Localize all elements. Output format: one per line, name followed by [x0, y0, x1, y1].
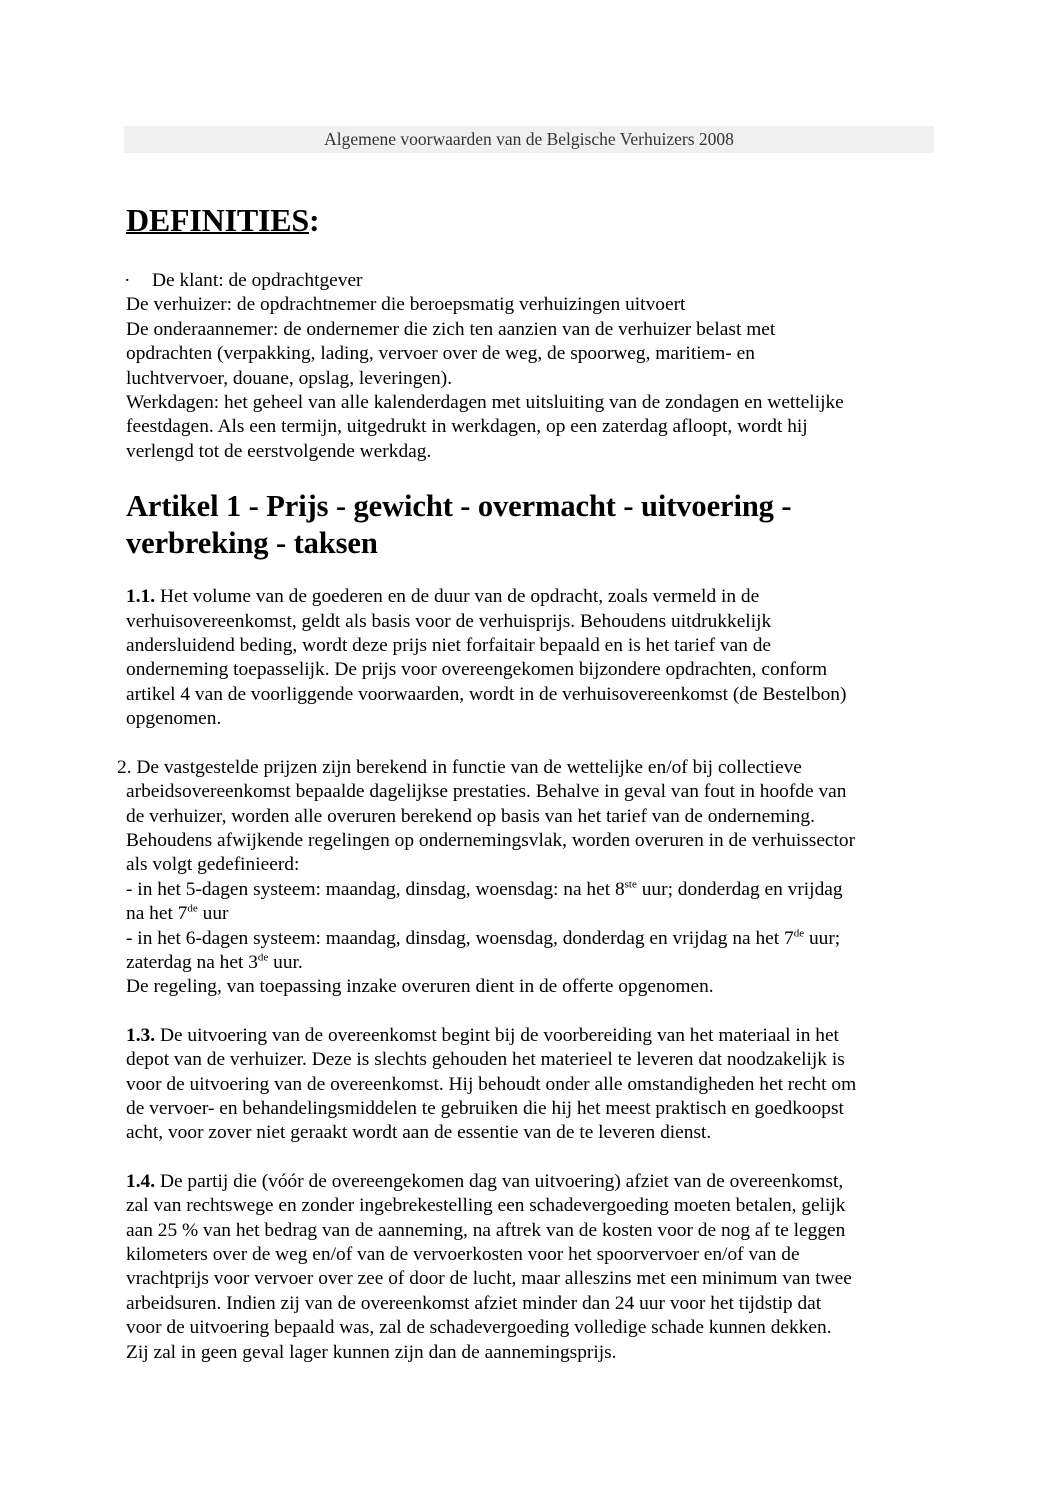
section-text: acht, voor zover niet geraakt wordt aan de essentie van de te leveren dienst. [126, 1122, 712, 1144]
section-text [126, 902, 936, 926]
definitions-list [126, 269, 936, 464]
article1-heading-line: Artikel 1 - Prijs - gewicht - overmacht - uitvoering - [126, 489, 792, 524]
section-1-1 [126, 585, 936, 731]
section-text: de verhuizer, worden alle overuren berekend op basis van het tarief van de onderneming. [126, 805, 815, 827]
article1-heading-line: verbreking - taksen [126, 526, 378, 561]
definition-line: luchtvervoer, douane, opslag, leveringen). [126, 367, 453, 389]
section-text: arbeidsovereenkomst bepaalde dagelijkse prestaties. Behalve in geval van fout in hoofde van [126, 781, 847, 803]
section-text-part: uur. [268, 951, 303, 973]
section-text: kilometers over de weg en/of van de vervoerkosten voor het spoorvervoer en/of van de [126, 1244, 800, 1265]
section-text-part: zaterdag na het 3 [126, 951, 258, 973]
definition-item: · De klant: de opdrachtgever [126, 269, 936, 293]
definitions-heading-text: DEFINITIES [126, 202, 309, 238]
section-text: arbeidsuren. Indien zij van de overeenkomst afziet minder dan 24 uur voor het tijdstip dat [126, 1292, 822, 1314]
section-text: De vastgestelde prijzen zijn berekend in functie van de wettelijke en/of bij collectieve [131, 756, 802, 778]
section-text: onderneming toepasselijk. De prijs voor overeengekomen bijzondere opdrachten, conform [126, 659, 828, 681]
section-1-2-body [126, 780, 936, 1000]
section-text: andersluidend beding, wordt deze prijs niet forfaitair bepaald en is het tarief van de [126, 635, 772, 657]
section-1-2 [117, 756, 936, 780]
definition-line: opdrachten (verpakking, lading, vervoer over de weg, de spoorweg, maritiem- en [126, 343, 755, 365]
section-text-part: na het 7 [126, 903, 188, 925]
definitions-heading-colon: : [308, 202, 320, 238]
section-number: 1.3. [126, 1024, 156, 1046]
section-text: depot van de verhuizer. Deze is slechts gehouden het materieel te leveren dat noodzakelijk is [126, 1049, 845, 1071]
section-text: voor de uitvoering bepaald was, zal de schadevergoeding volledige schade kunnen dekken. [126, 1317, 832, 1339]
section-number: 1.4. [126, 1170, 156, 1192]
document-header [124, 126, 934, 153]
superscript: de [187, 902, 198, 915]
superscript: de [257, 951, 269, 964]
section-text-part: - in het 6-dagen systeem: maandag, dinsdag, woensdag, donderdag en vrijdag na het 7 [126, 927, 794, 949]
definition-line: De verhuizer: de opdrachtnemer die beroepsmatig verhuizingen uitvoert [126, 294, 686, 316]
section-text: zal van rechtswege en zonder ingebrekestelling een schadevergoeding moeten betalen, gelijk [126, 1195, 846, 1217]
section-text: Zij zal in geen geval lager kunnen zijn dan de aannemingsprijs. [126, 1341, 617, 1363]
section-text: voor de uitvoering van de overeenkomst. Hij behoudt onder alle omstandigheden het recht om [126, 1073, 857, 1095]
section-text: als volgt gedefinieerd: [126, 854, 300, 876]
section-text-part: uur [197, 903, 229, 925]
definition-line: verlengd tot de eerstvolgende werkdag. [126, 440, 432, 462]
section-text: de vervoer- en behandelingsmiddelen te gebruiken die hij het meest praktisch en goedkoopst [126, 1097, 844, 1119]
section-text: opgenomen. [126, 708, 222, 730]
section-1-4 [126, 1170, 936, 1365]
section-text: Behoudens afwijkende regelingen op ondernemingsvlak, worden overuren in de verhuissector [126, 829, 856, 851]
section-text [126, 951, 936, 975]
section-text: Het volume van de goederen en de duur van de opdracht, zoals vermeld in de [155, 586, 760, 608]
section-text: aan 25 % van het bedrag van de aanneming, na aftrek van de kosten voor de nog af te leggen [126, 1219, 846, 1241]
section-text-part: uur; [804, 927, 841, 949]
definition-line: Werkdagen: het geheel van alle kalenderdagen met uitsluiting van de zondagen en wettelijke [126, 392, 844, 414]
section-text: De uitvoering van de overeenkomst begint bij de voorbereiding van het materiaal in het [155, 1024, 839, 1046]
header-title: Algemene voorwaarden van de Belgische Verhuizers 2008 [324, 129, 734, 149]
section-text [126, 878, 936, 902]
section-text-part: - in het 5-dagen systeem: maandag, dinsdag, woensdag: na het 8 [126, 878, 625, 900]
section-number: 2. [117, 756, 132, 778]
definition-line: De onderaannemer: de ondernemer die zich ten aanzien van de verhuizer belast met [126, 318, 776, 340]
section-text: De regeling, van toepassing inzake overuren dient in de offerte opgenomen. [126, 976, 714, 998]
bullet-icon: · [124, 270, 131, 291]
section-text: verhuisovereenkomst, geldt als basis voor de verhuisprijs. Behoudens uitdrukkelijk [126, 610, 772, 632]
section-number: 1.1. [126, 586, 156, 608]
section-text: vrachtprijs voor vervoer over zee of door de lucht, maar alleszins met een minimum van twee [126, 1268, 852, 1290]
article1-heading [126, 488, 936, 562]
definition-line: feestdagen. Als een termijn, uitgedrukt in werkdagen, op een zaterdag afloopt, wordt hij [126, 416, 808, 438]
definitions-heading [126, 200, 936, 240]
superscript: ste [624, 878, 637, 891]
section-text-part: uur; donderdag en vrijdag [636, 878, 843, 900]
document-body [117, 200, 936, 1365]
section-text: artikel 4 van de voorliggende voorwaarden, wordt in de verhuisovereenkomst (de Bestelbon) [126, 683, 847, 705]
section-text: De partij die (vóór de overeengekomen dag van uitvoering) afziet van de overeenkomst, [155, 1170, 844, 1192]
section-1-3 [126, 1024, 936, 1146]
section-text [126, 927, 936, 951]
superscript: de [793, 927, 805, 940]
